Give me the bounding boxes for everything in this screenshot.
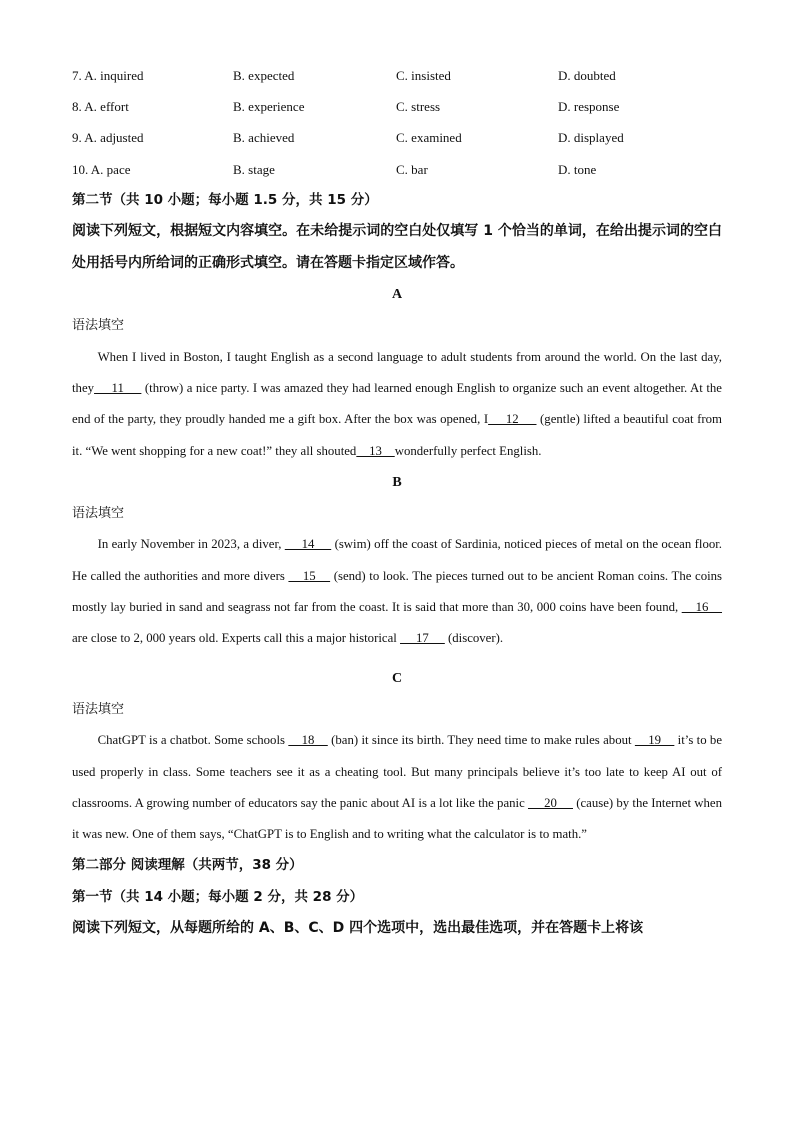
passage-text-segment: (send) to look. The pieces turned out to be ancient Roman coins. The coins mostly lay buried in sand and seagrass not far from the coast. It is said that more than 30, 000 coins have been found, [72, 568, 723, 615]
option-b: B. expected [233, 67, 295, 83]
part2-instruction: 阅读下列短文，从每题所给的 A、B、C、D 四个选项中，选出最佳选项，并在答题卡上将该 [72, 920, 644, 937]
passage-text-segment: (ban) it since its birth. They need time to make rules about [327, 733, 635, 748]
passage-b-letter: B [392, 474, 402, 490]
part2-section1-heading: 第一节（共 14 小题；每小题 2 分，共 28 分） [72, 888, 364, 905]
option-c: C. stress [396, 98, 441, 114]
passage-text-segment: (gentle) lifted a beautiful coat from it. “We went shopping for a new coat!” they all shouted [72, 412, 722, 458]
answer-blank: 12 [488, 412, 537, 427]
section2-heading: 第二节（共 10 小题；每小题 1.5 分，共 15 分） [72, 192, 378, 209]
option-c: C. examined [396, 130, 462, 146]
option-row-8 [72, 91, 722, 122]
option-a: 10. A. pace [72, 161, 131, 177]
option-d: D. tone [558, 161, 597, 177]
options-block [72, 60, 722, 185]
passage-text-segment: (discover). [444, 631, 504, 646]
answer-blank: 19 [634, 733, 675, 748]
part2-heading: 第二部分 阅读理解（共两节，38 分） [72, 857, 303, 874]
passage-a-subtitle: 语法填空 [72, 318, 125, 334]
option-row-9 [72, 123, 722, 154]
option-d: D. response [558, 98, 620, 114]
option-a: 7. A. inquired [72, 67, 144, 83]
option-d: D. doubted [558, 67, 616, 83]
passage-a-letter: A [391, 287, 403, 303]
passage-c-text [72, 725, 722, 850]
passage-text-segment: ChatGPT is a chatbot. Some schools [97, 733, 289, 748]
passage-a-text [72, 342, 722, 467]
answer-blank: 13 [356, 443, 395, 458]
answer-blank: 14 [284, 537, 332, 552]
passage-b-text [72, 529, 722, 654]
passage-c-letter: C [391, 670, 403, 686]
passage-text-segment: In early November in 2023, a diver, [97, 537, 285, 552]
passage-text-segment: wonderfully perfect English. [394, 443, 542, 458]
passage-text-segment: (swim) off the coast of Sardinia, noticed pieces of metal on the ocean floor. He called the authorities and more divers [72, 537, 722, 583]
passage-text-segment: it’s to be used properly in class. Some teachers see it as a cheating tool. But many principals believe it’s too late to keep AI out of classrooms. A growing number of educators say the panic about AI is a lot like the panic [72, 733, 723, 810]
answer-blank: 20 [527, 795, 573, 810]
option-row-7 [72, 60, 722, 91]
answer-blank: 15 [288, 568, 331, 583]
option-c: C. insisted [396, 67, 451, 83]
passage-text-segment: (throw) a nice party. I was amazed they had learned enough English to organize such an event altogether. At the end of the party, they proudly handed me a gift box. After the box was opened, I [72, 380, 722, 427]
passage-text-segment: (cause) by the Internet when it was new. One of them says, “ChatGPT is to English and to writing what the calculator is to math.” [72, 795, 722, 842]
option-b: B. stage [233, 161, 275, 177]
option-b: B. experience [233, 98, 305, 114]
option-c: C. bar [396, 161, 428, 177]
section2-instruction: 阅读下列短文，根据短文内容填空。在未给提示词的空白处仅填写 1 个恰当的单词，在给出提示词的空白处用括号内所给词的正确形式填空。请在答题卡指定区域作答。 [72, 223, 722, 271]
option-a: 8. A. effort [72, 98, 129, 114]
answer-blank: 11 [94, 380, 142, 395]
exam-page [72, 60, 722, 944]
option-row-10 [72, 154, 722, 185]
passage-text-segment: When I lived in Boston, I taught English as a second language to adult students from around the world. On the last day, they [72, 349, 722, 395]
option-d: D. displayed [558, 130, 624, 146]
answer-blank: 18 [288, 733, 328, 748]
passage-b-subtitle: 语法填空 [72, 506, 125, 522]
option-b: B. achieved [233, 130, 295, 146]
answer-blank: 17 [400, 631, 445, 646]
passage-c-subtitle: 语法填空 [72, 701, 125, 717]
answer-blank: 16 [681, 600, 723, 615]
option-a: 9. A. adjusted [72, 130, 144, 146]
passage-text-segment: are close to 2, 000 years old. Experts call this a major historical [72, 631, 401, 646]
